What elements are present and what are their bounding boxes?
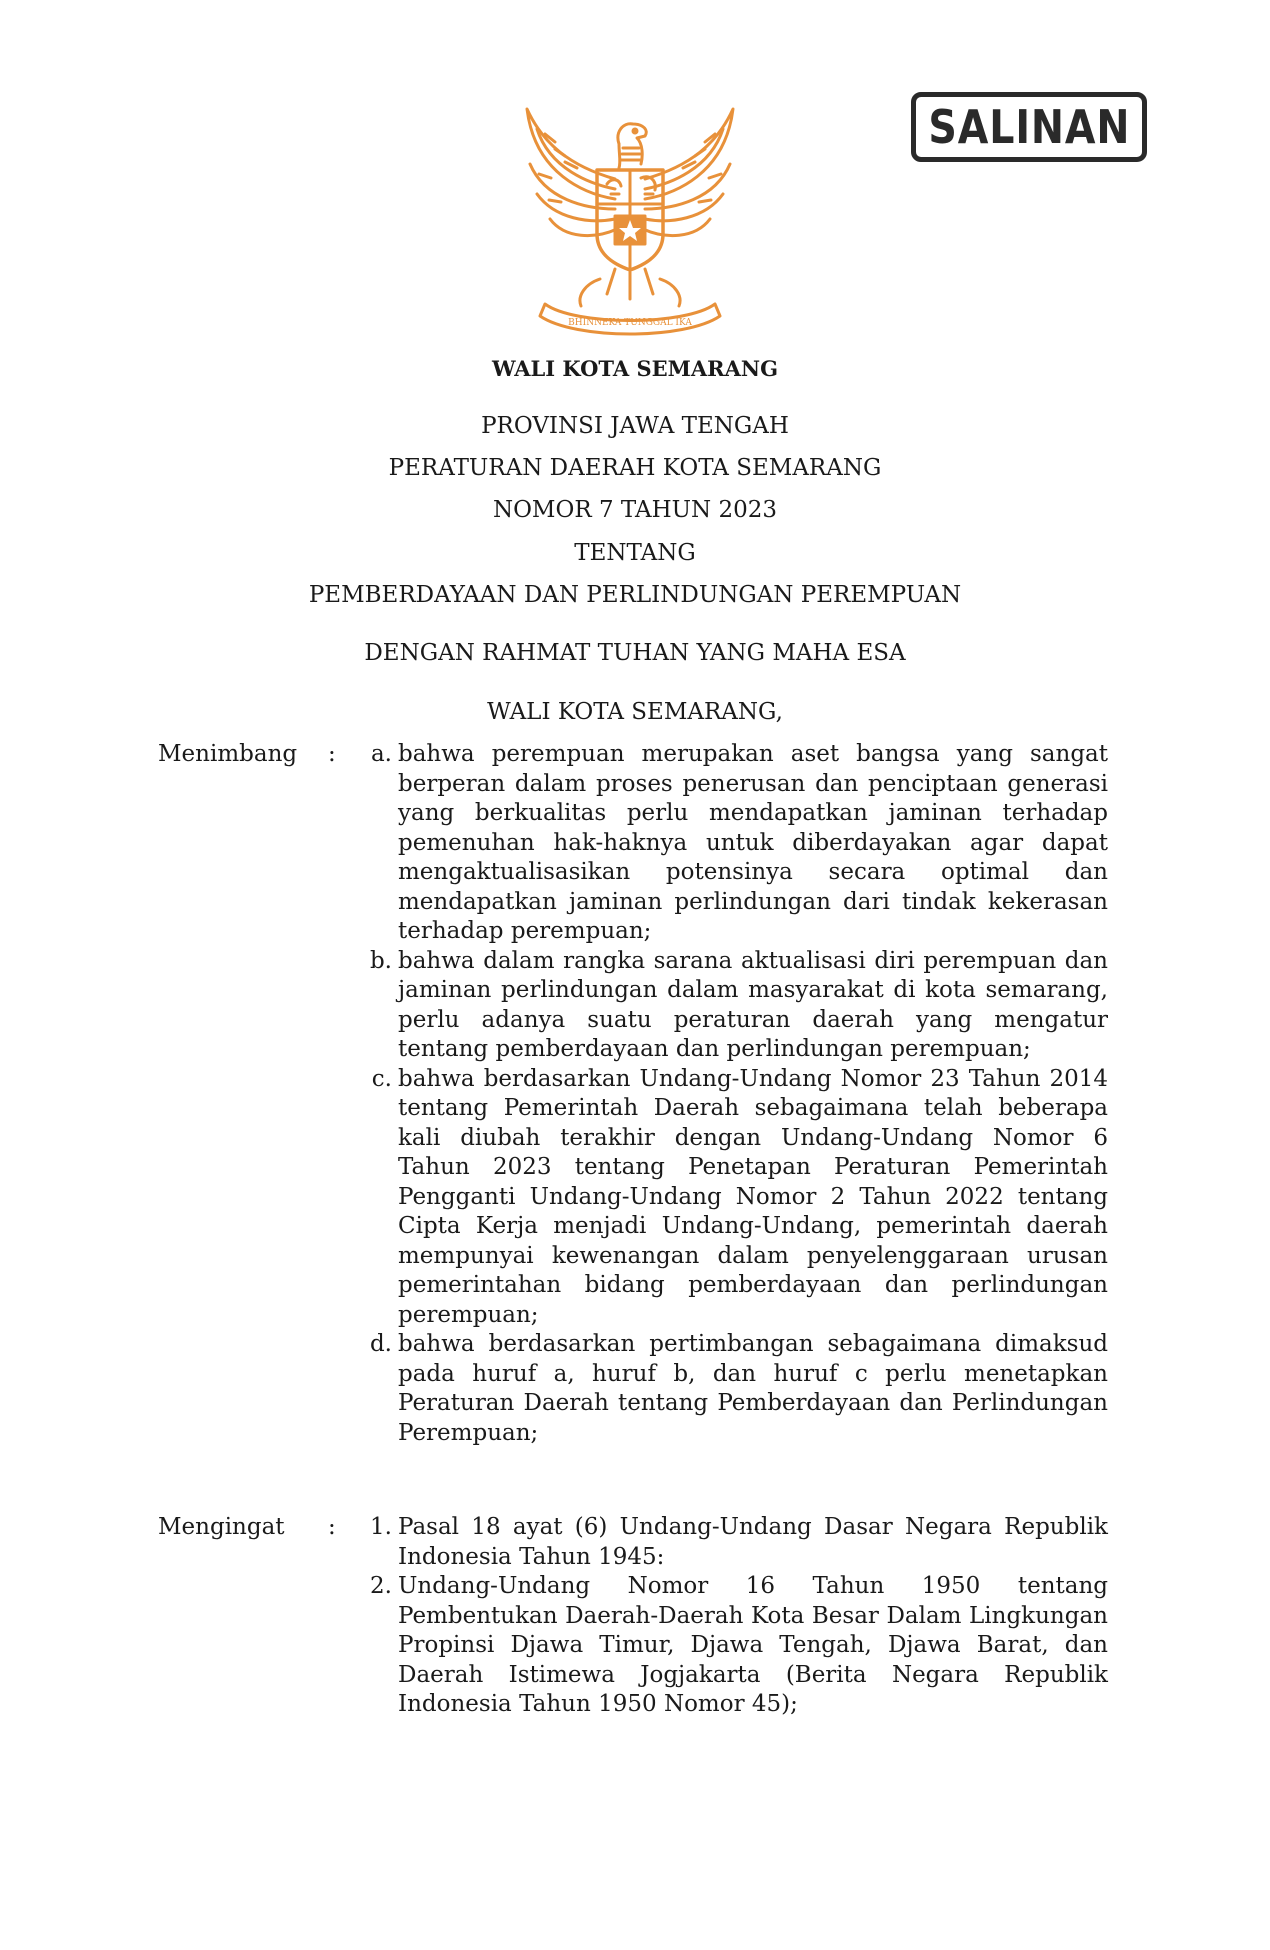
item-marker: 2.: [370, 1573, 392, 1599]
salinan-stamp: [911, 92, 1147, 162]
item-marker: a.: [370, 741, 392, 767]
blessing-line: DENGAN RAHMAT TUHAN YANG MAHA ESA: [364, 640, 906, 666]
mengingat-item-2: [158, 1572, 1108, 1720]
mengingat-colon: :: [328, 1514, 336, 1540]
mengingat-label: Mengingat: [158, 1514, 285, 1540]
menimbang-item-d: [158, 1330, 1108, 1448]
item-marker: c.: [371, 1065, 392, 1092]
emblem-motto: BHINNEKA TUNGGAL IKA: [568, 318, 692, 328]
item-marker: d.: [369, 1331, 392, 1357]
menimbang-item-a: [158, 740, 1108, 947]
item-text: Pasal 18 ayat (6) Undang-Undang Dasar Negara Republik Indonesia Tahun 1945:: [398, 1514, 1108, 1570]
item-text: bahwa berdasarkan pertimbangan sebagaimana dimaksud pada huruf a, huruf b, dan huruf c perlu menetapkan Peraturan Daerah tentang Pemberdayaan dan Perlindungan Perempuan;: [398, 1331, 1108, 1446]
issuer-heading: WALI KOTA SEMARANG: [491, 356, 779, 381]
item-text: bahwa perempuan merupakan aset bangsa yang sangat berperan dalam proses penerusan dan penciptaan generasi yang berkualitas perlu mendapatkan jaminan terhadap pemenuhan hak-haknya untuk diberdayakan agar dapat mengaktualisasikan potensinya secara optimal dan mendapatkan jaminan perlindungan dari tindak kekerasan terhadap perempuan;: [398, 741, 1108, 944]
mengingat-section: [158, 1513, 1108, 1720]
about-line: TENTANG: [574, 540, 696, 566]
regulation-subject: PEMBERDAYAAN DAN PERLINDUNGAN PEREMPUAN: [308, 582, 962, 608]
regulation-title: PERATURAN DAERAH KOTA SEMARANG: [388, 455, 882, 481]
item-marker: 1.: [370, 1514, 392, 1540]
item-marker: b.: [369, 947, 392, 974]
menimbang-item-b: [158, 947, 1108, 1065]
mengingat-item-1: [158, 1513, 1108, 1572]
item-text: bahwa dalam rangka sarana aktualisasi diri perempuan dan jaminan perlindungan dalam masyarakat di kota semarang, perlu adanya suatu peraturan daerah yang mengatur tentang pemberdayaan dan perlindungan perempuan;: [398, 947, 1108, 1062]
item-text: Undang-Undang Nomor 16 Tahun 1950 tentang Pembentukan Daerah-Daerah Kota Besar Dalam Lingkungan Propinsi Djawa Timur, Djawa Tengah, Djawa Barat, dan Daerah Istimewa Jogjakarta (Berita Negara Republik Indonesia Tahun 1950 Nomor 45);: [398, 1573, 1108, 1717]
menimbang-item-c: [158, 1065, 1108, 1331]
regulation-number: NOMOR 7 TAHUN 2023: [492, 497, 778, 523]
province-line: PROVINSI JAWA TENGAH: [481, 413, 789, 439]
stamp-text: SALINAN: [928, 100, 1130, 154]
menimbang-label: Menimbang: [158, 741, 298, 767]
item-text: bahwa berdasarkan Undang-Undang Nomor 23 Tahun 2014 tentang Pemerintah Daerah sebagaimana telah beberapa kali diubah terakhir dengan Undang-Undang Nomor 6 Tahun 2023 tentang Penetapan Peraturan Pemerintah Pengganti Undang-Undang Nomor 2 Tahun 2022 tentang Cipta Kerja menjadi Undang-Undang, pemerintah daerah mempunyai kewenangan dalam penyelenggaraan urusan pemerintahan bidang pemberdayaan dan perlindungan perempuan;: [398, 1065, 1108, 1328]
mayor-line: WALI KOTA SEMARANG,: [487, 699, 783, 725]
menimbang-section: [158, 740, 1108, 1448]
garuda-pancasila-emblem-icon: [515, 104, 745, 344]
menimbang-colon: :: [328, 741, 336, 767]
